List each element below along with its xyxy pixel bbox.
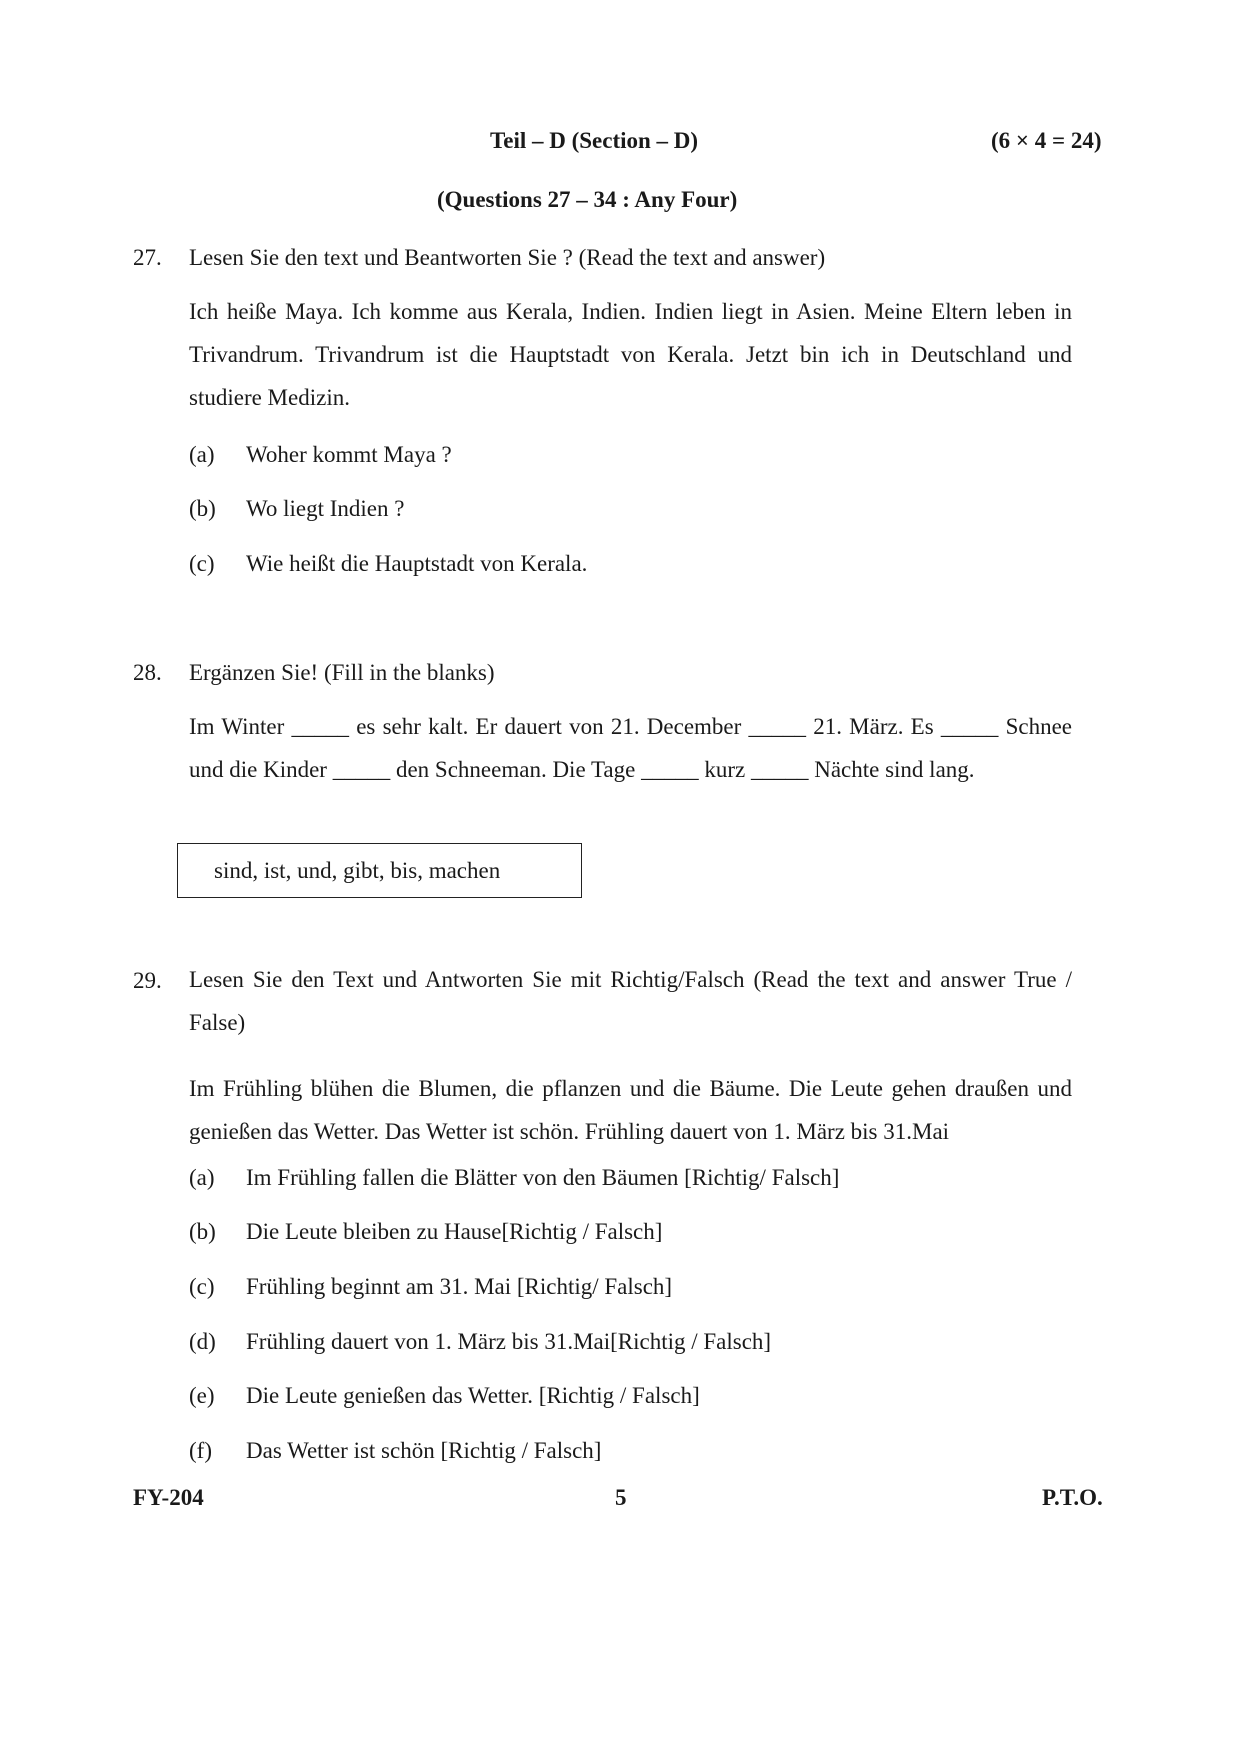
page-number: 5: [615, 1485, 627, 1510]
item-label: (b): [189, 1219, 216, 1244]
section-title: Teil – D (Section – D): [490, 128, 699, 153]
fill-in-passage: Im Winter _____ es sehr kalt. Er dauert von 21. December _____ 21. März. Es _____ Schnee und die Kinder _____ den Schneeman. Die Tage _____ kurz _____ Nächte sind lang.: [189, 714, 1072, 782]
item-text: Frühling dauert von 1. März bis 31.Mai[Richtig / Falsch]: [246, 1329, 772, 1354]
item-text: Das Wetter ist schön [Richtig / Falsch]: [246, 1438, 602, 1463]
paper-code: FY-204: [133, 1485, 204, 1510]
item-label: (a): [189, 442, 215, 467]
section-marks: (6 × 4 = 24): [991, 128, 1102, 153]
reading-passage: Ich heiße Maya. Ich komme aus Kerala, Indien. Indien liegt in Asien. Meine Eltern leben in Trivandrum. Trivandrum ist die Hauptstadt von Kerala. Jetzt bin ich in Deutschland und studiere Medizin.: [189, 299, 1072, 410]
question-prompt: Lesen Sie den Text und Antworten Sie mit Richtig/Falsch (Read the text and answer True / False): [189, 967, 1072, 1035]
item-text: Frühling beginnt am 31. Mai [Richtig/ Falsch]: [246, 1274, 673, 1299]
question-prompt: Lesen Sie den text und Beantworten Sie ? (Read the text and answer): [189, 245, 826, 270]
item-label: (a): [189, 1165, 215, 1190]
word-box: [177, 843, 582, 898]
item-text: Im Frühling fallen die Blätter von den Bäumen [Richtig/ Falsch]: [246, 1165, 840, 1190]
item-text: Wo liegt Indien ?: [246, 496, 405, 521]
question-number: 28.: [133, 660, 162, 685]
item-text: Die Leute genießen das Wetter. [Richtig / Falsch]: [246, 1383, 700, 1408]
question-number: 29.: [133, 968, 162, 993]
question-number: 27.: [133, 245, 162, 270]
item-label: (d): [189, 1329, 216, 1354]
reading-passage: Im Frühling blühen die Blumen, die pflanzen und die Bäume. Die Leute gehen draußen und genießen das Wetter. Das Wetter ist schön. Frühling dauert von 1. März bis 31.Mai: [189, 1076, 1072, 1144]
item-text: Woher kommt Maya ?: [246, 442, 452, 467]
please-turn-over: P.T.O.: [1042, 1485, 1103, 1510]
item-text: Wie heißt die Hauptstadt von Kerala.: [246, 551, 588, 576]
question-prompt: Ergänzen Sie! (Fill in the blanks): [189, 660, 495, 685]
item-label: (c): [189, 1274, 215, 1299]
section-instruction: (Questions 27 – 34 : Any Four): [437, 187, 738, 212]
word-box-text: sind, ist, und, gibt, bis, machen: [214, 858, 501, 883]
item-label: (f): [189, 1438, 212, 1463]
item-label: (b): [189, 496, 216, 521]
item-text: Die Leute bleiben zu Hause[Richtig / Falsch]: [246, 1219, 663, 1244]
item-label: (c): [189, 551, 215, 576]
item-label: (e): [189, 1383, 215, 1408]
